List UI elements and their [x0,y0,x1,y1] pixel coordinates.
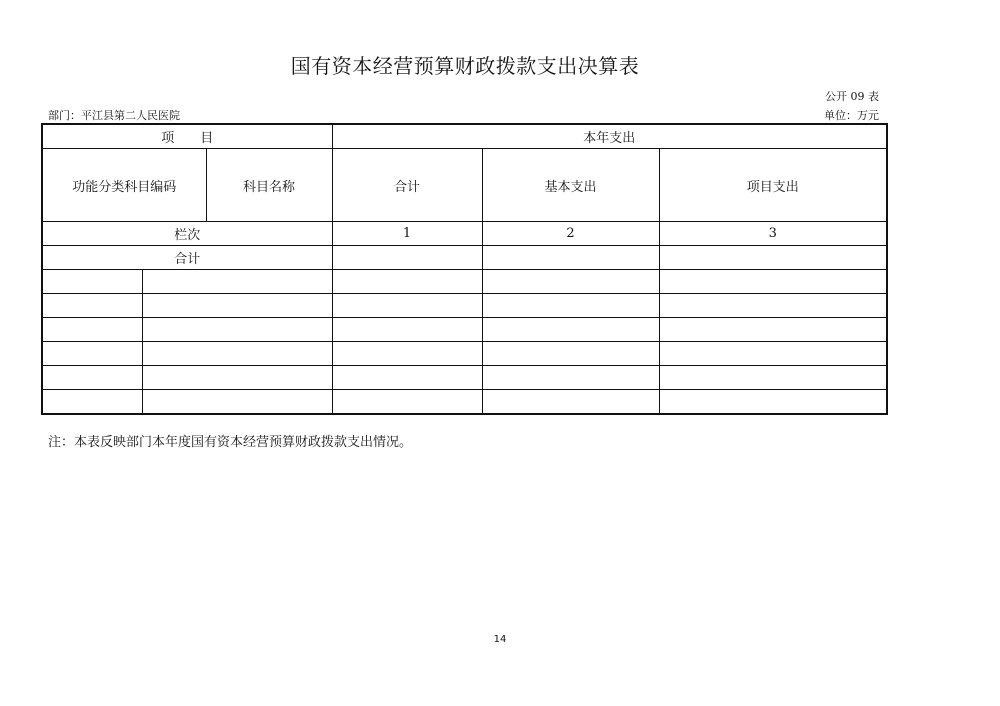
name-cell [142,366,332,390]
unit-label: 单位：万元 [824,109,879,122]
basic-cell [482,270,659,294]
total-cell [332,342,482,366]
code-cell [42,318,142,342]
code-cell [42,270,142,294]
name-cell [142,270,332,294]
index-basic-cell: 2 [482,222,659,246]
name-cell [142,390,332,415]
index-project-cell: 3 [659,222,887,246]
total-cell [332,270,482,294]
name-cell [142,318,332,342]
name-cell [142,342,332,366]
project-cell [659,294,887,318]
total-value-cell [332,246,482,270]
code-cell [42,390,142,415]
basic-cell [482,366,659,390]
table-row [42,318,887,342]
project-cell [659,390,887,415]
total-cell [332,318,482,342]
table-row [42,390,887,415]
col-name-header: 科目名称 [206,149,332,222]
index-total-cell: 1 [332,222,482,246]
basic-cell [482,294,659,318]
code-cell [42,294,142,318]
table-row [42,342,887,366]
code-cell [42,342,142,366]
code-cell [42,366,142,390]
col-project-header: 项目支出 [659,149,887,222]
name-cell [142,294,332,318]
total-cell [332,366,482,390]
total-row [42,246,887,270]
page-number: 14 [493,634,507,645]
col-total-header: 合计 [332,149,482,222]
project-cell [659,366,887,390]
expenditure-table [41,123,888,415]
basic-cell [482,390,659,415]
project-value-cell [659,246,887,270]
table-note: 注：本表反映部门本年度国有资本经营预算财政拨款支出情况。 [48,435,413,450]
total-cell [332,390,482,415]
basic-cell [482,342,659,366]
header-item-cell: 项 目 [42,124,332,149]
project-cell [659,270,887,294]
column-header-row [42,149,887,222]
header-expense-cell: 本年支出 [332,124,887,149]
basic-cell [482,318,659,342]
form-number: 公开 09 表 [825,90,879,103]
table-row [42,270,887,294]
col-code-header: 功能分类科目编码 [42,149,206,222]
project-cell [659,342,887,366]
total-label-cell: 合计 [42,246,332,270]
basic-value-cell [482,246,659,270]
table-row [42,366,887,390]
table-header-row [42,124,887,149]
table-row [42,294,887,318]
index-row [42,222,887,246]
department-label: 部门：平江县第二人民医院 [48,109,180,122]
total-cell [332,294,482,318]
report-title: 国有资本经营预算财政拨款支出决算表 [290,54,640,78]
col-basic-header: 基本支出 [482,149,659,222]
index-label-cell: 栏次 [42,222,332,246]
project-cell [659,318,887,342]
